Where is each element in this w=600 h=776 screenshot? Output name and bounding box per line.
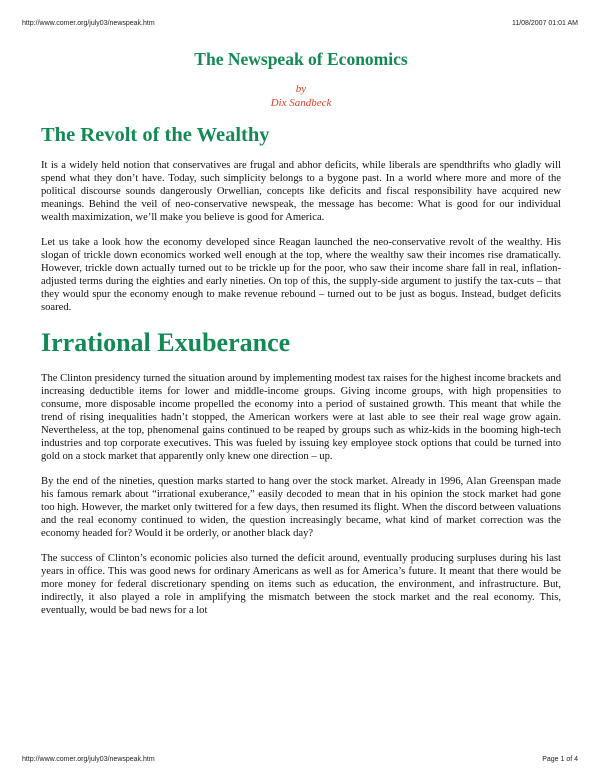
byline-author: Dix Sandbeck [270, 97, 332, 109]
paragraph: The Clinton presidency turned the situation around by implementing modest tax raises for the highest income brackets and increasing deductible items for lower and middle-income groups. Giving income groups, with high propensities to consume, more disposable income propelled the economy into a period of sustained growth. This meant that while the trend of rising inequalities hadn’t stopped, the American workers were at last able to see their real wage grow again. Nevertheless, at the top, phenomenal gains continued to be reaped by groups such as whiz-kids in the booming high-tech industries and top corporate executives. This was fueled by issuing key employee stock options that could be turned into gold on a stock market that apparently only knew one direction – up. [41, 373, 561, 462]
byline [41, 82, 561, 110]
header-datetime: 11/08/2007 01:01 AM [511, 20, 578, 27]
header-url: http://www.comer.org/july03/newspeak.htm [22, 20, 155, 27]
print-header [22, 20, 578, 27]
byline-by: by [295, 83, 307, 95]
article [41, 48, 561, 629]
paragraph: Let us take a look how the economy developed since Reagan launched the neo-conservative revolt of the wealthy. His slogan of trickle down economics worked well enough at the top, where the wealthy saw their incomes rise dramatically. However, trickle down actually turned out to be trickle up for the poor, who saw their income share fall in real, inflation-adjusted terms during the eighties and early nineties. On top of this, the supply-side argument to justify the tax-cuts – that they would spur the economy enough to make revenue rebound – turned out to be just as bogus. Instead, budget deficits soared. [41, 237, 561, 313]
page-number: Page 1 of 4 [542, 756, 578, 763]
paragraph: By the end of the nineties, question marks started to hang over the stock market. Already in 1996, Alan Greenspan made his famous remark about “irrational exuberance,” easily decoded to mean that in his opinion the stock market had gone too high. However, the market only twittered for a few days, then resumed its flight. When the discord between valuations and the real economy continued to widen, the question increasingly became, what kind of market correction was the economy headed for? Would it be orderly, or another black day? [41, 476, 561, 539]
footer-url: http://www.comer.org/july03/newspeak.htm [22, 756, 155, 763]
article-title: The Newspeak of Economics [194, 49, 408, 69]
print-footer [22, 756, 578, 763]
section-heading-exuberance: Irrational Exuberance [41, 328, 291, 357]
section-heading-revolt: The Revolt of the Wealthy [41, 124, 270, 146]
paragraph: The success of Clinton’s economic policies also turned the deficit around, eventually producing surpluses during his last years in office. This was good news for ordinary Americans as well as for America’s future. It meant that there would be more money for federal discretionary spending on items such as education, the environment, and infrastructure. But, indirectly, it also played a role in amplifying the mismatch between the stock market and the real economy. This, eventually, would be bad news for a lot [41, 553, 561, 616]
paragraph: It is a widely held notion that conservatives are frugal and abhor deficits, while liberals are spendthrifts who gladly will spend what they don’t have. Today, such simplicity belongs to a bygone past. In a world where more and more of the political discourse sounds dangerously Orwellian, concepts like deficits and fiscal responsibility have acquired new meanings. Behind the veil of neo-conservative newspeak, the message has become: What is good for our individual wealth maximization, we’ll make you believe is good for America. [41, 160, 561, 223]
